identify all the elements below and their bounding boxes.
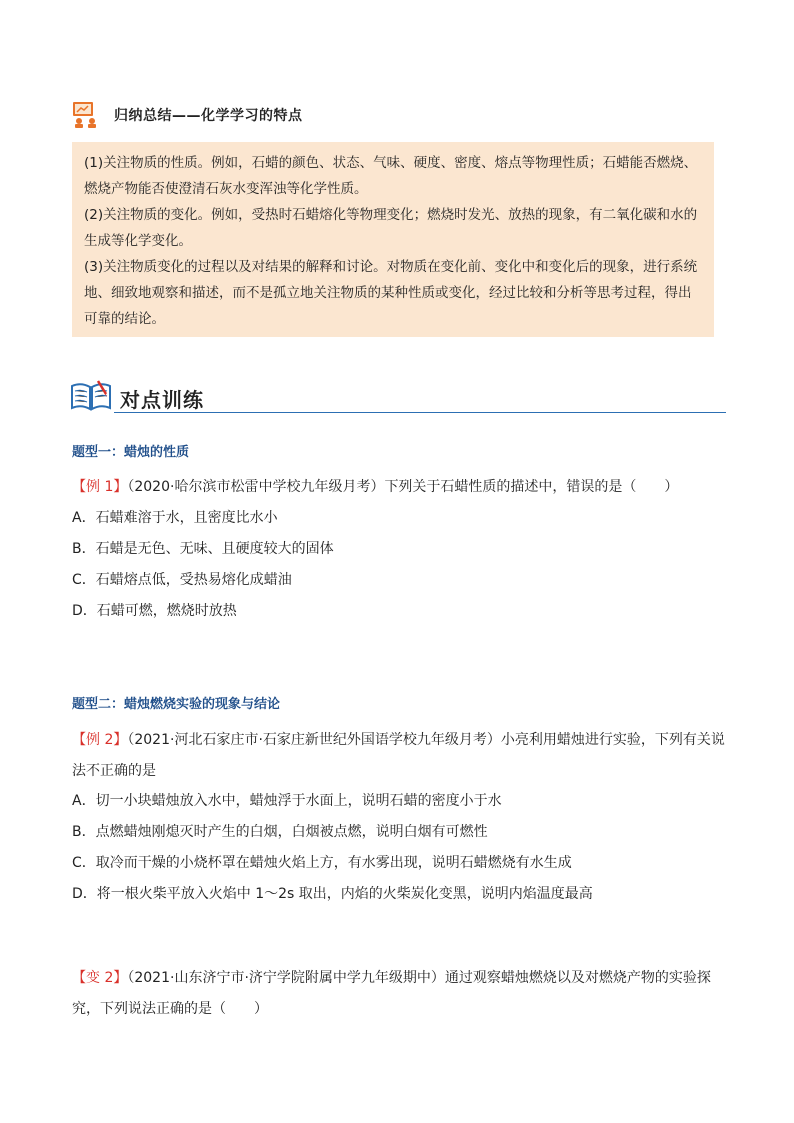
example-2-tag: 【例 2】	[72, 732, 128, 748]
summary-title: 归纳总结——化学学习的特点	[114, 108, 303, 124]
example-1-stem	[72, 472, 732, 503]
example-2-option-a: A．切一小块蜡烛放入水中，蜡烛浮于水面上，说明石蜡的密度小于水	[72, 793, 502, 809]
question-type-2-label: 题型二：蜡烛燃烧实验的现象与结论	[72, 697, 281, 712]
example-2-option-d: D．将一根火柴平放入火焰中 1～2s 取出，内焰的火柴炭化变黑，说明内焰温度最高	[72, 886, 593, 902]
example-2-stem-line1	[72, 725, 732, 756]
variant-2-stem-line2: 究，下列说法正确的是（ ）	[72, 1001, 268, 1017]
variant-2-text: （2021·山东济宁市·济宁学院附属中学九年级期中）通过观察蜡烛燃烧以及对燃烧产物的实验探	[127, 970, 711, 986]
summary-heading	[72, 100, 303, 130]
example-1-text: （2020·哈尔滨市松雷中学校九年级月考）下列关于石蜡性质的描述中，错误的是（ ）	[127, 479, 679, 495]
example-1-tag: 【例 1】	[72, 479, 128, 495]
example-1-option-c: C．石蜡熔点低，受热易熔化成蜡油	[72, 572, 292, 588]
variant-2-stem-line1	[72, 963, 732, 994]
summary-item-3: (3)关注物质变化的过程以及对结果的解释和讨论。对物质在变化前、变化中和变化后的现象，进行系统地、细致地观察和描述，而不是孤立地关注物质的某种性质或变化，经过比较和分析等思考过程，得出可靠的结论。	[84, 259, 698, 327]
example-2-option-b: B．点燃蜡烛刚熄灭时产生的白烟，白烟被点燃，说明白烟有可燃性	[72, 824, 488, 840]
summary-box	[72, 142, 714, 337]
example-1-option-d: D．石蜡可燃，燃烧时放热	[72, 603, 237, 619]
example-2-option-c: C．取冷而干燥的小烧杯罩在蜡烛火焰上方，有水雾出现，说明石蜡燃烧有水生成	[72, 855, 572, 871]
question-type-1-label: 题型一：蜡烛的性质	[72, 445, 190, 460]
summary-item-1: (1)关注物质的性质。例如，石蜡的颜色、状态、气味、硬度、密度、熔点等物理性质；石蜡能否燃烧、燃烧产物能否使澄清石灰水变浑浊等化学性质。	[84, 155, 698, 197]
example-1-option-a: A．石蜡难溶于水，且密度比水小	[72, 510, 278, 526]
section-divider	[114, 412, 726, 413]
example-1-option-b: B．石蜡是无色、无味、且硬度较大的固体	[72, 541, 334, 557]
open-book-icon	[70, 378, 112, 412]
summary-item-2: (2)关注物质的变化。例如，受热时石蜡熔化等物理变化；燃烧时发光、放热的现象，有二氧化碳和水的生成等化学变化。	[84, 207, 698, 249]
example-2-stem-line2: 法不正确的是	[72, 763, 156, 779]
variant-2-tag: 【变 2】	[72, 970, 128, 986]
section-title: 对点训练	[120, 388, 204, 412]
example-2-text: （2021·河北石家庄市·石家庄新世纪外国语学校九年级月考）小亮利用蜡烛进行实验，下列有关说	[127, 732, 725, 748]
section-header	[70, 376, 726, 416]
teacher-board-icon	[72, 101, 100, 129]
